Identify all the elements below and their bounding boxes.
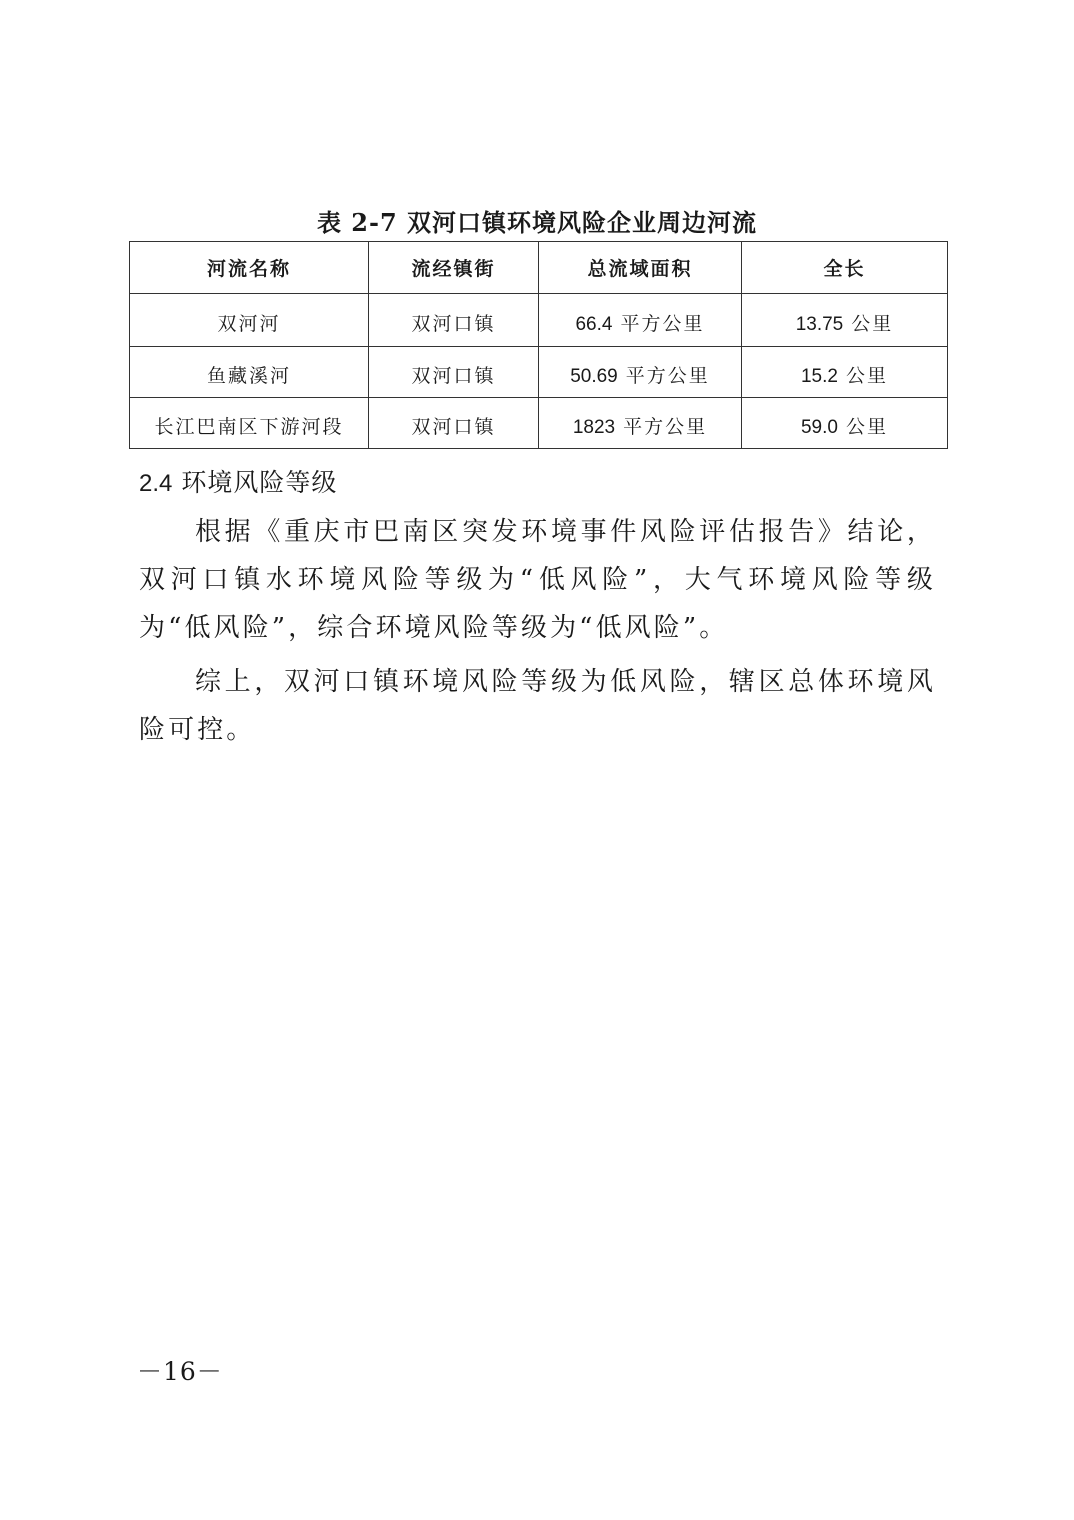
length-unit: 公里 bbox=[846, 415, 889, 438]
length-cell bbox=[742, 347, 948, 398]
table-row bbox=[130, 398, 948, 449]
area-value: 50.69 bbox=[570, 365, 618, 387]
town-cell: 双河口镇 bbox=[369, 347, 539, 398]
section-number: 2.4 bbox=[139, 470, 173, 497]
header-area: 总流域面积 bbox=[539, 242, 742, 294]
section-title: 环境风险等级 bbox=[181, 468, 338, 497]
river-name-cell: 长江巴南区下游河段 bbox=[130, 398, 369, 449]
area-value: 66.4 bbox=[575, 313, 613, 335]
header-river-name: 河流名称 bbox=[130, 242, 369, 294]
table-header-row bbox=[130, 242, 948, 294]
area-unit: 平方公里 bbox=[625, 364, 710, 387]
area-unit: 平方公里 bbox=[620, 312, 705, 335]
summary-paragraph: 综上，双河口镇环境风险等级为低风险，辖区总体环境风险可控。 bbox=[139, 667, 936, 745]
rivers-table bbox=[129, 241, 948, 449]
river-name-cell: 双河河 bbox=[130, 294, 369, 347]
table-caption: 表 2-7 双河口镇环境风险企业周边河流 bbox=[316, 208, 758, 237]
river-name-cell: 鱼藏溪河 bbox=[130, 347, 369, 398]
page-number: －16－ bbox=[137, 1357, 223, 1386]
length-value: 13.75 bbox=[795, 313, 844, 335]
header-length: 全长 bbox=[742, 242, 948, 294]
area-cell bbox=[539, 347, 742, 398]
length-value: 15.2 bbox=[800, 365, 838, 387]
area-value: 1823 bbox=[572, 416, 616, 438]
length-unit: 公里 bbox=[851, 312, 894, 335]
town-cell: 双河口镇 bbox=[369, 294, 539, 347]
length-value: 59.0 bbox=[800, 416, 838, 438]
length-unit: 公里 bbox=[846, 364, 889, 387]
section-heading bbox=[139, 463, 337, 499]
table-row bbox=[130, 294, 948, 347]
town-cell: 双河口镇 bbox=[369, 398, 539, 449]
header-town: 流经镇街 bbox=[369, 242, 539, 294]
area-cell bbox=[539, 294, 742, 347]
area-unit: 平方公里 bbox=[623, 415, 708, 438]
conclusion-paragraph: 根据《重庆市巴南区突发环境事件风险评估报告》结论，双河口镇水环境风险等级为“低风险”，大气环境风险等级为“低风险”，综合环境风险等级为“低风险”。 bbox=[139, 517, 936, 643]
length-cell bbox=[742, 294, 948, 347]
table-row bbox=[130, 347, 948, 398]
area-cell bbox=[539, 398, 742, 449]
length-cell bbox=[742, 398, 948, 449]
